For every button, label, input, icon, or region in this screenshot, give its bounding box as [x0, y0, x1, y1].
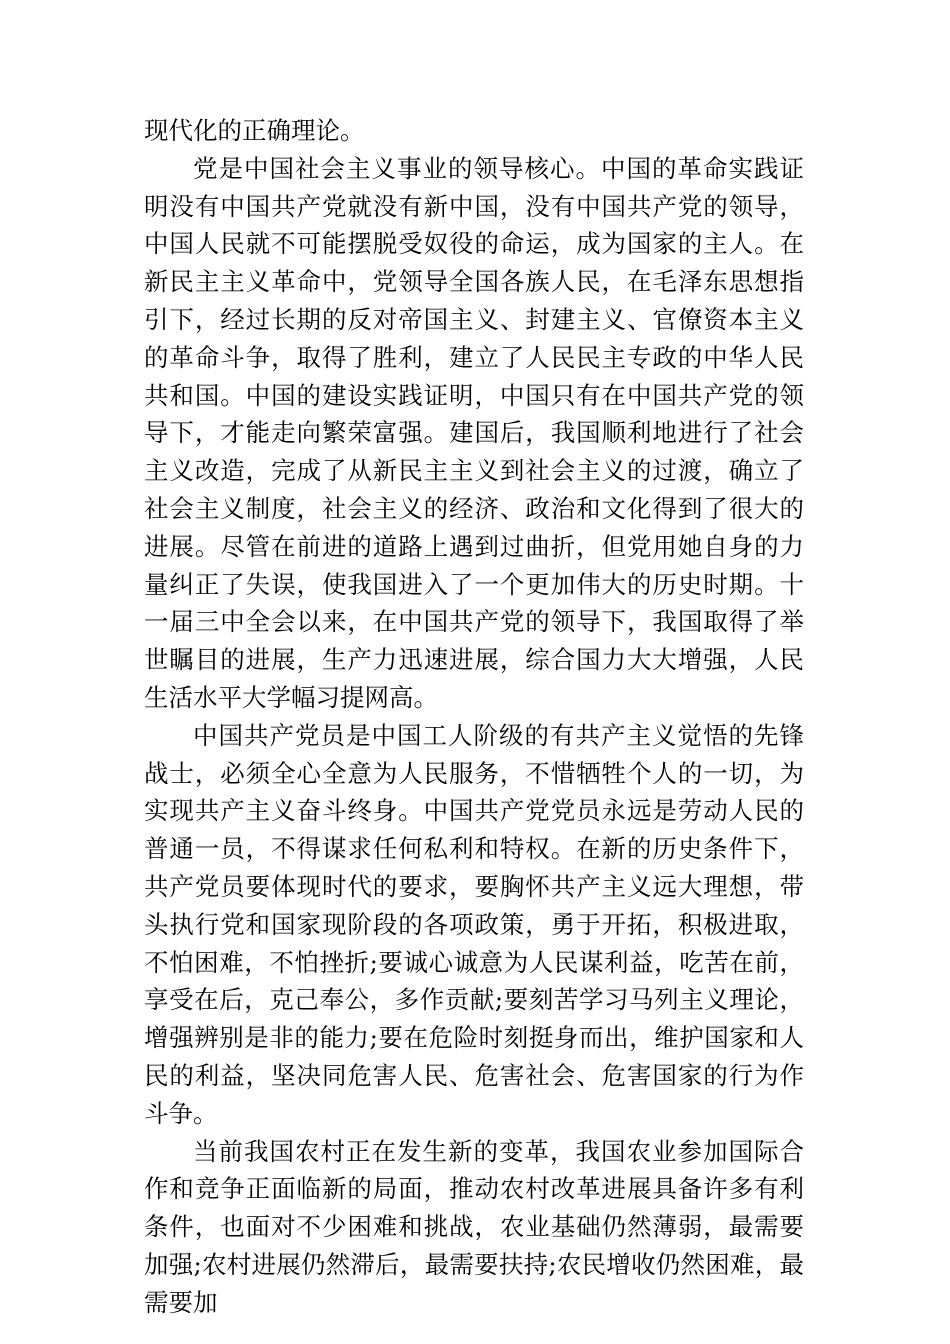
document-body: [144, 112, 804, 1322]
paragraph-2: 党是中国社会主义事业的领导核心。中国的革命实践证明没有中国共产党就没有新中国，没有中国共产党的领导，中国人民就不可能摆脱受奴役的命运，成为国家的主人。在新民主主义革命中，党领导全国各族人民，在毛泽东思想指引下，经过长期的反对帝国主义、封建主义、官僚资本主义的革命斗争，取得了胜利，建立了人民民主专政的中华人民共和国。中国的建设实践证明，中国只有在中国共产党的领导下，才能走向繁荣富强。建国后，我国顺利地进行了社会主义改造，完成了从新民主主义到社会主义的过渡，确立了社会主义制度，社会主义的经济、政治和文化得到了很大的进展。尽管在前进的道路上遇到过曲折，但党用她自身的力量纠正了失误，使我国进入了一个更加伟大的历史时期。十一届三中全会以来，在中国共产党的领导下，我国取得了举世瞩目的进展，生产力迅速进展，综合国力大大增强，人民生活水平大学幅习提网高。: [144, 153, 804, 712]
paragraph-4: 当前我国农村正在发生新的变革，我国农业参加国际合作和竞争正面临新的局面，推动农村改革进展具备许多有利条件，也面对不少困难和挑战，农业基础仍然薄弱，最需要加强;农村进展仍然滞后，最需要扶持;农民增收仍然困难，最需要加: [144, 1136, 804, 1317]
paragraph-3: 中国共产党员是中国工人阶级的有共产主义觉悟的先锋战士，必须全心全意为人民服务，不惜牺牲个人的一切，为实现共产主义奋斗终身。中国共产党党员永远是劳动人民的普通一员，不得谋求任何私利和特权。在新的历史条件下，共产党员要体现时代的要求，要胸怀共产主义远大理想，带头执行党和国家现阶段的各项政策，勇于开拓，积极进取，不怕困难，不怕挫折;要诚心诚意为人民谋利益，吃苦在前，享受在后，克己奉公，多作贡献;要刻苦学习马列主义理论，增强辨别是非的能力;要在危险时刻挺身而出，维护国家和人民的利益，坚决同危害人民、危害社会、危害国家的行为作斗争。: [144, 720, 804, 1128]
paragraph-1: 现代化的正确理论。: [144, 116, 365, 145]
